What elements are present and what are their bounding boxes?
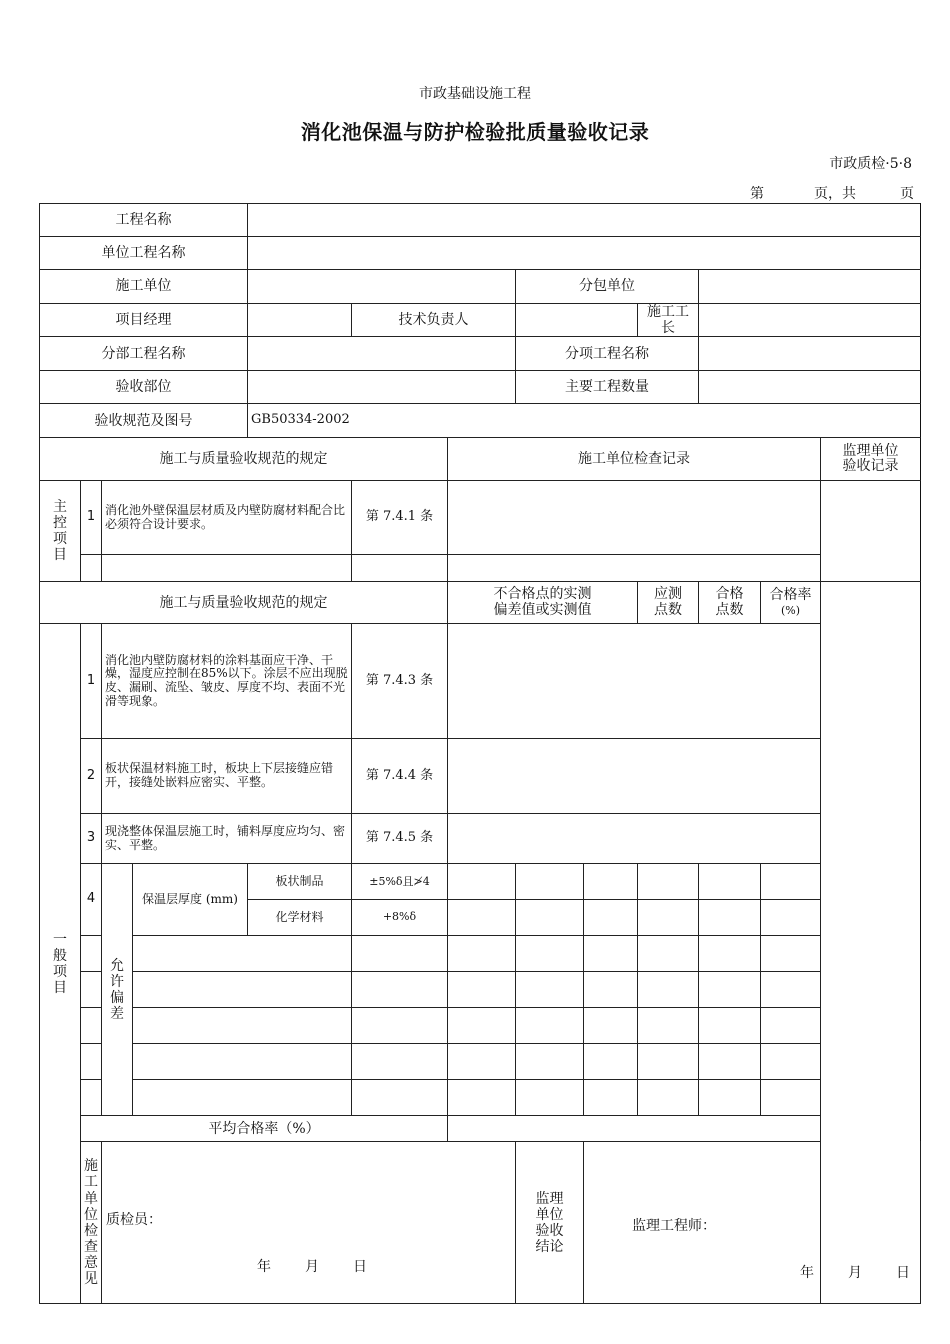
tol-4-c5[interactable] [699, 972, 761, 1008]
construction-date-y: 年 [257, 1259, 271, 1276]
main-spec-header: 施工与质量验收规范的规定 [40, 438, 448, 481]
form-code: 市政质检·5·8 [829, 156, 912, 172]
form-subtitle: 市政基础设施工程 [419, 86, 531, 102]
tol-4-c6[interactable] [761, 972, 821, 1008]
tol-5-c2[interactable] [516, 1008, 584, 1044]
field-division-name[interactable] [248, 337, 516, 371]
tolerance-item-name: 保温层厚度 (mm) [133, 864, 248, 936]
main-blank-clause [352, 555, 448, 582]
tol-5-c5[interactable] [699, 1008, 761, 1044]
tol-4-c2[interactable] [516, 972, 584, 1008]
main-supervisor-header: 监理单位 验收记录 [821, 438, 921, 481]
tol-1-c6[interactable] [761, 864, 821, 900]
field-spec[interactable]: GB50334-2002 [248, 404, 921, 438]
tol-blank-4-name[interactable] [133, 1044, 352, 1080]
field-foreman[interactable] [699, 304, 921, 337]
field-main-quantity[interactable] [699, 371, 921, 404]
general-item-4-no: 4 [81, 864, 102, 936]
tol-4-c3[interactable] [584, 972, 638, 1008]
page-ye: 页，共 [814, 186, 856, 202]
tol-blank-2-val[interactable] [352, 972, 448, 1008]
page-ye2: 页 [900, 186, 914, 202]
construction-date-m: 月 [305, 1259, 319, 1276]
tol-blank-4-val[interactable] [352, 1044, 448, 1080]
main-blank-record[interactable] [448, 555, 821, 582]
main-item-1-no: 1 [81, 481, 102, 555]
label-project-manager: 项目经理 [40, 304, 248, 337]
supervisor-conclusion-label [516, 1142, 584, 1304]
tol-6-c4[interactable] [638, 1044, 699, 1080]
tol-blank-4-no [81, 1044, 102, 1080]
tolerance-row-1-value: ±5%δ且≯4 [352, 864, 448, 900]
tol-blank-2-name[interactable] [133, 972, 352, 1008]
field-subitem-name[interactable] [699, 337, 921, 371]
general-item-3-clause: 第 7.4.5 条 [352, 814, 448, 864]
field-unit-project-name[interactable] [248, 237, 921, 270]
tol-blank-5-no [81, 1080, 102, 1116]
form-title: 消化池保温与防护检验批质量验收记录 [300, 120, 650, 144]
main-check-header: 施工单位检查记录 [448, 438, 821, 481]
supervisor-conclusion-text: 监理 单位 验收 结论 [535, 1190, 564, 1255]
supervisor-date-m: 月 [848, 1265, 862, 1282]
label-foreman: 施工工长 [638, 304, 699, 337]
tol-1-c1[interactable] [448, 864, 516, 900]
label-spec: 验收规范及图号 [40, 404, 248, 438]
main-group-label [40, 481, 81, 582]
tol-4-c4[interactable] [638, 972, 699, 1008]
general-group-label [40, 624, 81, 1304]
tol-5-c1[interactable] [448, 1008, 516, 1044]
field-project-manager[interactable] [248, 304, 352, 337]
supervisor-conclusion-area[interactable] [584, 1142, 921, 1304]
field-project-name[interactable] [248, 204, 921, 237]
inspector-label: 质检员： [106, 1212, 162, 1229]
main-item-1-record[interactable] [448, 481, 821, 555]
general-item-3-text: 现浇整体保温层施工时，铺料厚度应均匀、密实、平整。 [102, 814, 352, 864]
tol-blank-5-val[interactable] [352, 1080, 448, 1116]
label-subitem-name: 分项工程名称 [516, 337, 699, 371]
tol-2-c6[interactable] [761, 900, 821, 936]
field-tech-lead[interactable] [516, 304, 638, 337]
label-construction-unit: 施工单位 [40, 270, 248, 304]
tol-blank-1-val[interactable] [352, 936, 448, 972]
page-di: 第 [750, 186, 764, 202]
label-division-name: 分部工程名称 [40, 337, 248, 371]
tol-2-c3[interactable] [584, 900, 638, 936]
general-item-2-text: 板状保温材料施工时，板块上下层接缝应错开，接缝处嵌料应密实、平整。 [102, 739, 352, 814]
general-item-1-text: 消化池内壁防腐材料的涂料基面应干净、干燥，湿度应控制在85%以下。涂层不应出现脱皮、漏刷、流坠、皱皮、厚度不均、表面不光滑等现象。 [102, 624, 352, 739]
tol-7-c1[interactable] [448, 1080, 516, 1116]
tol-blank-2-no [81, 972, 102, 1008]
construction-opinion-label [81, 1142, 102, 1304]
avg-rate-value[interactable] [448, 1116, 821, 1142]
tol-5-c3[interactable] [584, 1008, 638, 1044]
tolerance-side-text: 允 许 偏 差 [110, 957, 124, 1022]
tol-5-c6[interactable] [761, 1008, 821, 1044]
tol-blank-5-name[interactable] [133, 1080, 352, 1116]
general-group-text: 一 般 项 目 [53, 931, 67, 996]
general-item-2-clause: 第 7.4.4 条 [352, 739, 448, 814]
tol-6-c5[interactable] [699, 1044, 761, 1080]
main-group-text: 主 控 项 目 [53, 499, 67, 564]
label-unit-project-name: 单位工程名称 [40, 237, 248, 270]
tol-1-c2[interactable] [516, 864, 584, 900]
avg-rate-label: 平均合格率（%） [81, 1116, 448, 1142]
tol-7-c4[interactable] [638, 1080, 699, 1116]
tol-3-c1[interactable] [448, 936, 516, 972]
inspection-record-table [39, 203, 921, 1304]
main-item-1-clause: 第 7.4.1 条 [352, 481, 448, 555]
tol-blank-1-no [81, 936, 102, 972]
main-item-1-text: 消化池外壁保温层材质及内壁防腐材料配合比必须符合设计要求。 [102, 481, 352, 555]
tol-7-c5[interactable] [699, 1080, 761, 1116]
tol-3-c6[interactable] [761, 936, 821, 972]
main-blank-no [81, 555, 102, 582]
tol-3-c5[interactable] [699, 936, 761, 972]
general-col-pass: 合格 点数 [699, 582, 761, 624]
tol-6-c3[interactable] [584, 1044, 638, 1080]
tol-7-c2[interactable] [516, 1080, 584, 1116]
general-item-3-record[interactable] [448, 814, 821, 864]
general-item-2-no: 2 [81, 739, 102, 814]
tol-4-c1[interactable] [448, 972, 516, 1008]
tol-7-c3[interactable] [584, 1080, 638, 1116]
general-item-3-no: 3 [81, 814, 102, 864]
main-supervisor-record[interactable] [821, 481, 921, 582]
label-subcontract-unit: 分包单位 [516, 270, 699, 304]
label-tech-lead: 技术负责人 [352, 304, 516, 337]
general-item-2-record[interactable] [448, 739, 821, 814]
field-acceptance-part[interactable] [248, 371, 516, 404]
tol-blank-3-val[interactable] [352, 1008, 448, 1044]
supervisor-date-y: 年 [800, 1265, 814, 1282]
general-item-1-record[interactable] [448, 624, 821, 739]
tolerance-row-2-value: +8%δ [352, 900, 448, 936]
supervisor-date-d: 日 [896, 1265, 910, 1282]
tol-2-c2[interactable] [516, 900, 584, 936]
tol-6-c1[interactable] [448, 1044, 516, 1080]
construction-opinion-text: 施工 单位 检查 意见 [84, 1158, 98, 1287]
tolerance-side-label [102, 864, 133, 1116]
tol-2-c4[interactable] [638, 900, 699, 936]
tol-3-c3[interactable] [584, 936, 638, 972]
general-item-1-clause: 第 7.4.3 条 [352, 624, 448, 739]
label-acceptance-part: 验收部位 [40, 371, 248, 404]
field-construction-unit[interactable] [248, 270, 516, 304]
label-project-name: 工程名称 [40, 204, 248, 237]
general-spec-header: 施工与质量验收规范的规定 [40, 582, 448, 624]
label-main-quantity: 主要工程数量 [516, 371, 699, 404]
construction-date-d: 日 [353, 1259, 367, 1276]
field-subcontract-unit[interactable] [699, 270, 921, 304]
tolerance-row-2-name: 化学材料 [248, 900, 352, 936]
tol-2-c5[interactable] [699, 900, 761, 936]
tol-blank-3-name[interactable] [133, 1008, 352, 1044]
tol-1-c5[interactable] [699, 864, 761, 900]
tol-blank-3-no [81, 1008, 102, 1044]
general-col-rate-unit: (%) [780, 603, 801, 617]
construction-opinion-area[interactable] [102, 1142, 516, 1304]
general-col-deviation: 不合格点的实测 偏差值或实测值 [448, 582, 638, 624]
tol-1-c4[interactable] [638, 864, 699, 900]
general-item-1-no: 1 [81, 624, 102, 739]
tol-5-c4[interactable] [638, 1008, 699, 1044]
general-col-rate-label: 合格率 [769, 587, 812, 603]
general-col-rate [761, 582, 821, 624]
engineer-label: 监理工程师： [632, 1218, 716, 1235]
tol-6-c6[interactable] [761, 1044, 821, 1080]
general-col-should: 应测 点数 [638, 582, 699, 624]
tolerance-row-1-name: 板状制品 [248, 864, 352, 900]
tol-blank-1-name[interactable] [133, 936, 352, 972]
tol-3-c2[interactable] [516, 936, 584, 972]
main-blank-text [102, 555, 352, 582]
tol-6-c2[interactable] [516, 1044, 584, 1080]
tol-1-c3[interactable] [584, 864, 638, 900]
tol-7-c6[interactable] [761, 1080, 821, 1116]
tol-3-c4[interactable] [638, 936, 699, 972]
tol-2-c1[interactable] [448, 900, 516, 936]
